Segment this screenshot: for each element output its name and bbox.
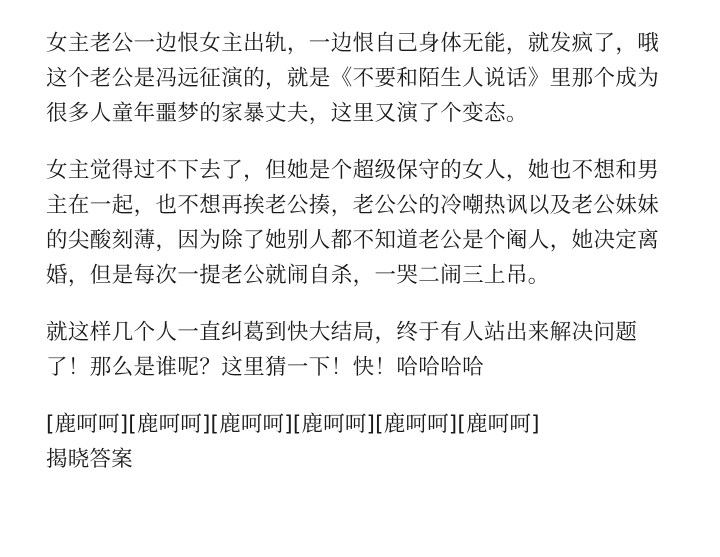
closing-line: 揭晓答案 bbox=[46, 447, 133, 472]
paragraph-2: 女主觉得过不下去了，但她是个超级保守的女人，她也不想和男主在一起，也不想再挨老公揍，老公公的冷嘲热讽以及老公妹妹的尖酸刻薄，因为除了她别人都不知道老公是个阉人，她决定离婚，但是每次一提老公就闹自杀，一哭二闹三上吊。 bbox=[46, 158, 660, 288]
paragraph-1: 女主老公一边恨女主出轨，一边恨自己身体无能，就发疯了，哦这个老公是冯远征演的，就是《不要和陌生人说话》里那个成为很多人童年噩梦的家暴丈夫，这里又演了个变态。 bbox=[46, 31, 660, 126]
paragraph-3: 就这样几个人一直纠葛到快大结局，终于有人站出来解决问题了！那么是谁呢？这里猜一下！快！哈哈哈哈 bbox=[46, 320, 638, 380]
emoji-tag-line: [鹿呵呵][鹿呵呵][鹿呵呵][鹿呵呵][鹿呵呵][鹿呵呵] bbox=[46, 412, 540, 437]
